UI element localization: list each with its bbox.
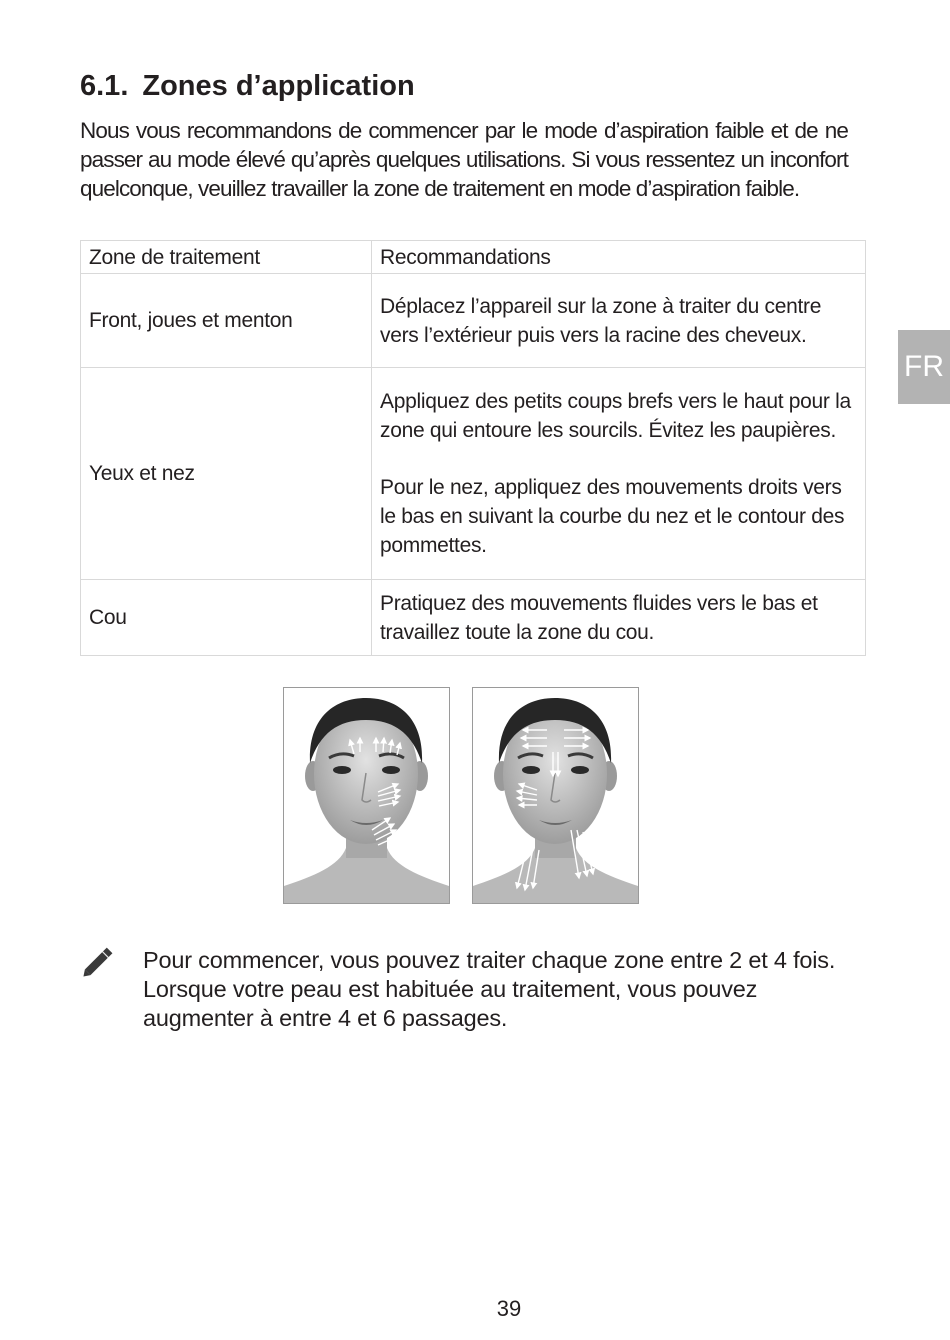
recommendation-cell [372,274,866,368]
face-forehead-cheeks-chin-arrows-photo [283,687,450,904]
intro-paragraph: Nous vous recommandons de commencer par le mode d’aspiration faible et de ne passer au mode élevé qu’après quelques utilisations. Si vous ressentez un inconfort quelconque, veuillez travailler la zone de traitement en mode d’aspiration faible. [80,118,848,201]
zone-cell: Yeux et nez [81,368,372,580]
language-tab: FR [898,330,950,404]
recommendation-cell [372,580,866,656]
note-text: Pour commencer, vous pouvez traiter chaque zone entre 2 et 4 fois. Lorsque votre peau est habituée au traitement, vous pouvez augmenter à entre 4 et 6 passages. [143,947,836,1031]
recommendation-text: Pratiquez des mouvements fluides vers le bas et travaillez toute la zone du cou. [380,591,818,644]
pencil-icon [78,940,120,982]
zone-cell: Cou [81,580,372,656]
section-title: Zones d’application [142,70,415,102]
table-row [81,580,866,656]
table-row [81,274,866,368]
column-header-zone: Zone de traitement [81,241,372,274]
recommendation-text: Appliquez des petits coups brefs vers le haut pour la zone qui entoure les sourcils. Évitez les paupières. [380,390,851,442]
zone-cell: Front, joues et menton [81,274,372,368]
recommendation-text: Pour le nez, appliquez des mouvements droits vers le bas en suivant la courbe du nez et le contour des pommettes. [380,476,845,557]
table-header-row [81,241,866,274]
column-header-recommendations: Recommandations [372,241,866,274]
treatment-zones-table [80,240,866,656]
section-number: 6.1. [80,70,129,102]
page-number: 39 [496,1296,522,1321]
section-heading [80,70,415,103]
face-eyes-nose-neck-arrows-photo [472,687,639,904]
recommendation-text: Déplacez l’appareil sur la zone à traiter du centre vers l’extérieur puis vers la racine des cheveux. [380,294,822,347]
table-row [81,368,866,580]
recommendation-cell [372,368,866,580]
